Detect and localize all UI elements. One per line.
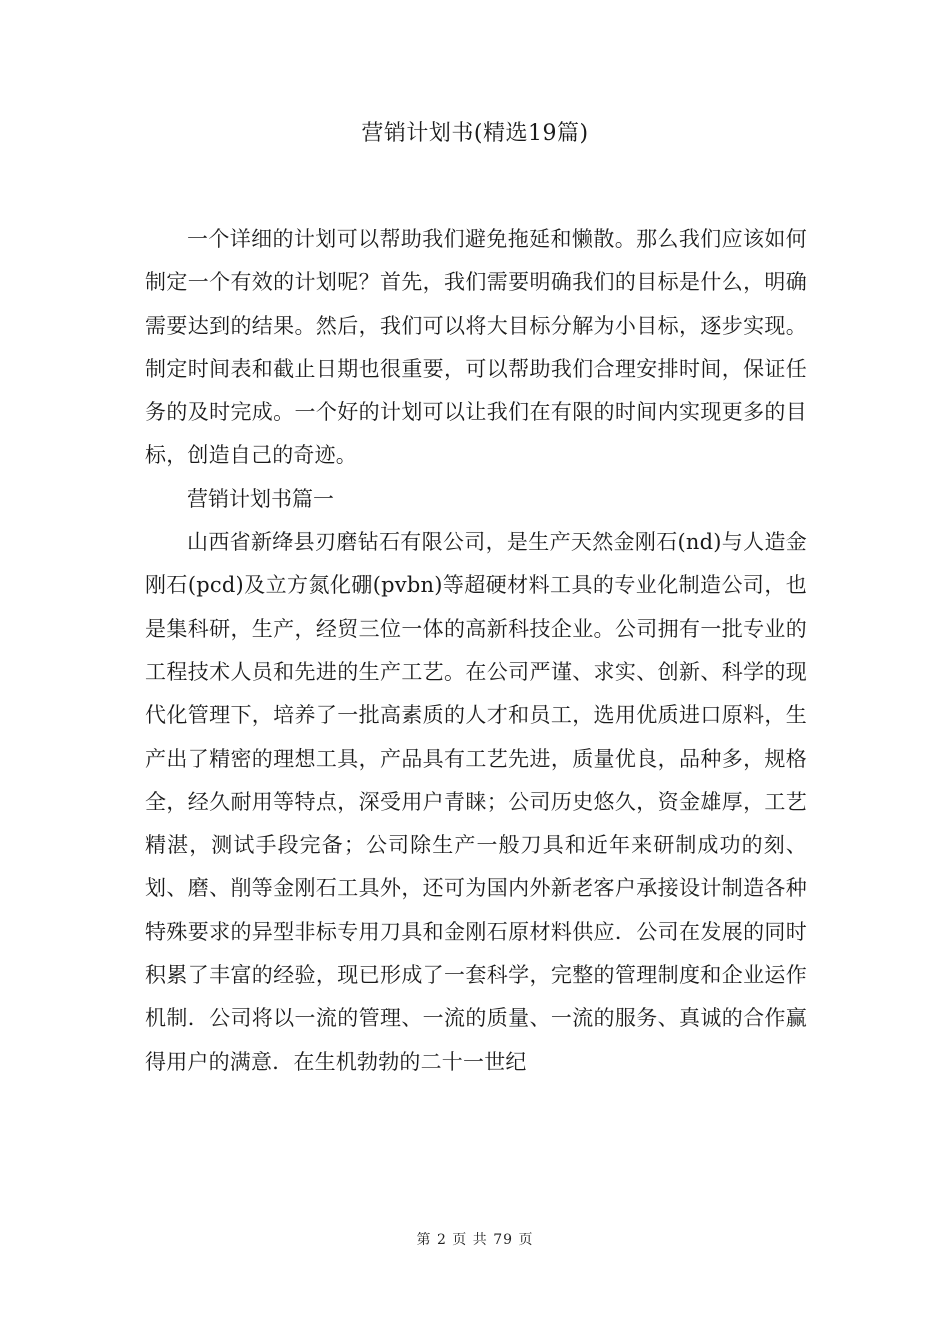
section-paragraph: 山西省新绛县刃磨钻石有限公司，是生产天然金刚石(nd)与人造金刚石(pcd)及立方氮化硼(pvbn)等超硬材料工具的专业化制造公司，也是集科研，生产，经贸三位一体的高新科技企业。公司拥有一批专业的工程技术人员和先进的生产工艺。在公司严谨、求实、创新、科学的现代化管理下，培养了一批高素质的人才和员工，选用优质进口原料，生产出了精密的理想工具，产品具有工艺先进，质量优良，品种多，规格全，经久耐用等特点，深受用户青睐；公司历史悠久，资金雄厚，工艺精湛，测试手段完备；公司除生产一般刀具和近年来研制成功的刻、划、磨、削等金刚石工具外，还可为国内外新老客户承接设计制造各种特殊要求的异型非标专用刀具和金刚石原材料供应．公司在发展的同时积累了丰富的经验，现已形成了一套科学，完整的管理制度和企业运作机制．公司将以一流的管理、一流的质量、一流的服务、真诚的合作赢得用户的满意．在生机勃勃的二十一世纪 xyxy=(145,530,807,1074)
document-body xyxy=(145,218,807,1084)
document-title: 营销计划书(精选19篇) xyxy=(361,121,589,146)
intro-paragraph: 一个详细的计划可以帮助我们避免拖延和懒散。那么我们应该如何制定一个有效的计划呢？首先，我们需要明确我们的目标是什么，明确需要达到的结果。然后，我们可以将大目标分解为小目标，逐步实现。制定时间表和截止日期也很重要，可以帮助我们合理安排时间，保证任务的及时完成。一个好的计划可以让我们在有限的时间内实现更多的目标，创造自己的奇迹。 xyxy=(145,227,807,468)
page-number: 第 2 页 共 79 页 xyxy=(416,1232,534,1248)
section-heading: 营销计划书篇一 xyxy=(187,486,334,511)
